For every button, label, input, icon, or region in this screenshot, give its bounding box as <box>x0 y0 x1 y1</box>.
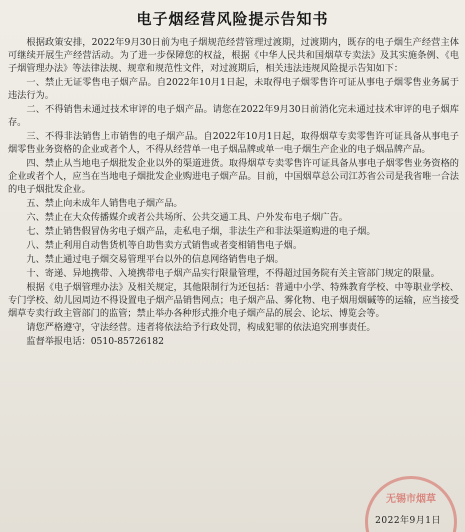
seal-text: 无锡市烟草 <box>386 494 436 505</box>
document-date: 2022年9月1日 <box>375 516 441 526</box>
document-body <box>8 36 459 349</box>
compliance-paragraph: 请您严格遵守，守法经营。违者将依法给予行政处罚，构成犯罪的依法追究刑事责任。 <box>26 322 376 333</box>
notice-item-1: 一、禁止无证零售电子烟产品。自2022年10月1日起，未取得电子烟零售许可证从事电子烟零售业务属于违法行为。 <box>8 77 459 101</box>
notice-item-3: 三、不得非法销售上市销售的电子烟产品。自2022年10月1日起，取得烟草专卖零售许可证具备从事电子烟零售业务资格的企业或者个人，不得从经营单一电子烟品牌或单一电子烟生产企业的电子烟品牌产品。 <box>8 131 459 155</box>
notice-item-10: 十、寄递、异地携带、入境携带电子烟产品实行限量管理，不得超过国务院有关主管部门规定的限量。 <box>26 268 440 279</box>
notice-item-9: 九、禁止通过电子烟交易管理平台以外的信息网络销售电子烟。 <box>26 254 284 265</box>
report-phone-line: 监督举报电话：0510-85726182 <box>26 336 164 347</box>
notice-item-2: 二、不得销售未通过技术审评的电子烟产品。请您在2022年9月30日前消化完未通过技术审评的电子烟库存。 <box>8 104 459 128</box>
notice-item-8: 八、禁止利用自动售货机等自助售卖方式销售或者变相销售电子烟。 <box>26 240 303 251</box>
document-title: 电子烟经营风险提示告知书 <box>136 10 329 28</box>
notice-item-5: 五、禁止向未成年人销售电子烟产品。 <box>26 198 183 209</box>
notice-item-7: 七、禁止销售假冒伪劣电子烟产品，走私电子烟，非法生产和非法渠道购进的电子烟。 <box>26 226 376 237</box>
additional-rules-paragraph: 根据《电子烟管理办法》及相关规定，其他限制行为还包括：普通中小学、特殊教育学校、中等职业学校、专门学校、幼儿园周边不得设置电子烟产品销售网点；电子烟产品、雾化物、电子烟用烟碱等的运输，应当接受烟草专卖行政主管部门的监管；禁止举办各种形式推介电子烟产品的展会、论坛、博览会等。 <box>8 282 459 319</box>
notice-item-4: 四、禁止从当地电子烟批发企业以外的渠道进货。取得烟草专卖零售许可证具备从事电子烟零售业务资格的企业或者个人，应当在当地电子烟批发企业购进电子烟产品。目前，中国烟草总公司江苏省公司是我省唯一合法的电子烟批发企业。 <box>8 158 459 195</box>
intro-paragraph: 根据政策安排，2022年9月30日前为电子烟规范经营管理过渡期，过渡期内，既存的电子烟生产经营主体可继续开展生产经营活动。为了进一步保障您的权益，根据《中华人民共和国烟草专卖法》及其实施条例、《电子烟管理办法》等法律法规、规章和规范性文件，对过渡期后，相关违法违规风险提示告知如下： <box>8 37 459 74</box>
notice-item-6: 六、禁止在大众传播媒介或者公共场所、公共交通工具、户外发布电子烟广告。 <box>26 212 348 223</box>
